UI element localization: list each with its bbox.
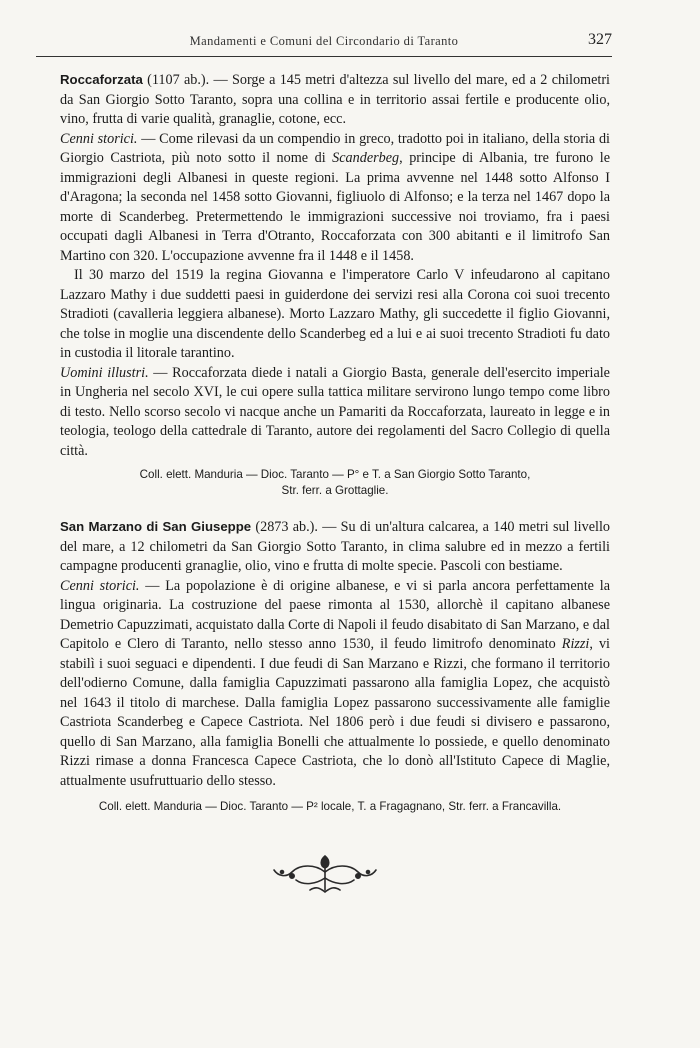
page-body <box>60 70 610 815</box>
entry-name: Roccaforzata <box>60 72 143 87</box>
note-line: Coll. elett. Manduria — Dioc. Taranto — P² locale, T. a Fragagnano, Str. ferr. a Francavilla. <box>98 800 562 813</box>
paragraph-text-continued: , vi stabilì i suoi seguaci e dipendenti. I due feudi di San Marzano e Rizzi, che formano il territorio dell'odierno Comune, dalla famiglia Capuzzimati passarono alla famiglia Lopez, che acquistò nel 1643 il titolo di marchese. Dalla famiglia Lopez passarono successivamente alle famiglie Castriota Scanderbeg e Capece Castriota. Nel 1806 però i due feudi si divisero e passarono, quello di San Marzano, alla famiglia Bonelli che attualmente lo possiede, e quello denominato Rizzi rimase a donna Francesca Capece Castriota, che lo donò all'Istituto Capece di Maglie, attualmente usufruttuario dello stesso. <box>60 636 610 789</box>
note-line: Str. ferr. a Grottaglie. <box>281 484 389 497</box>
section-subhead: Cenni storici. <box>60 577 140 594</box>
italic-term: Rizzi <box>561 636 590 652</box>
header-title: Mandamenti e Comuni del Circondario di Taranto <box>189 34 459 48</box>
paragraph-text: — La popolazione è di origine albanese, e vi si parla ancora perfettamente la lingua originaria. La costruzione del paese rimonta al 1530, allorchè il capitano albanese Demetrio Capuzzimati, acquistato dalla Corte di Napoli il feudo disabitato di San Marzano, e dal Capitolo e Clero di Taranto, nello stesso anno 1530, il feudo limitrofo denominato <box>60 577 611 652</box>
entry-lead-text: (1107 ab.). — Sorge a 145 metri d'altezza sul livello del mare, ed a 2 chilometri da San Giorgio Sotto Taranto, sopra una collina e in territorio assai fertile e producente olio, vino, frutta di varie qualità, granaglie, cotone, ecc. <box>60 72 610 127</box>
entry-name: San Marzano di San Giuseppe <box>60 519 252 534</box>
paragraph-text: Il 30 marzo del 1519 la regina Giovanna e l'imperatore Carlo V infeudarono al capitano Lazzaro Mathy i due suddetti paesi in guiderdone dei servizi resi alla Corona coi suoi trecento Stradioti (cavalleria leggiera albanese). Morto Lazzaro Mathy, gli succedette il figlio Giovanni, che tolse in moglie una discendente dello Scanderbeg ed a lui e ai suoi trecento Stradioti fu dato in custodia il litorale tarantino. <box>60 267 610 361</box>
printer-ornament-icon <box>270 850 380 896</box>
notable-people-paragraph <box>60 364 610 462</box>
section-subhead: Cenni storici. <box>60 130 138 147</box>
entry-lead-paragraph <box>60 517 610 577</box>
administrative-note <box>60 467 610 499</box>
history-paragraph <box>60 130 610 267</box>
entry-san-marzano <box>60 517 610 815</box>
note-line: Coll. elett. Manduria — Dioc. Taranto — P° e T. a San Giorgio Sotto Taranto, <box>139 468 531 481</box>
paragraph-text: — Roccaforzata diede i natali a Giorgio Basta, generale dell'esercito imperiale in Ungheria nel secolo XVI, le cui opere sulla tattica militare servirono lungo tempo come libro di testo. Nello scorso secolo vi nacque anche un Pamariti da Roccaforzata, laureato in legge e in teologia, teologo della cattedrale di Taranto, autore dei regolamenti del Sacro Collegio di quella città. <box>60 364 610 459</box>
administrative-note <box>28 799 632 815</box>
page-number: 327 <box>588 31 612 48</box>
entry-lead-paragraph <box>60 70 610 130</box>
running-header <box>36 31 612 57</box>
history-paragraph-2 <box>60 266 610 364</box>
section-subhead: Uomini illustri. <box>60 364 149 381</box>
entry-roccaforzata <box>60 70 610 499</box>
entry-lead-text: (2873 ab.). — Su di un'altura calcarea, a 140 metri sul livello del mare, a 12 chilometri da San Giorgio Sotto Taranto, in clima salubre ed in mezzo a fertili campagne producenti granaglie, olio, vino e frutta di molte specie. Pascoli con bestiame. <box>60 519 610 574</box>
history-paragraph <box>60 577 610 792</box>
italic-term: Scanderbeg <box>332 150 400 166</box>
paragraph-text: — Come rilevasi da un compendio in greco, tradotto poi in italiano, della storia di Giorgio Castriota, più noto sotto il nome di <box>60 130 610 166</box>
paragraph-text-continued: , principe di Albania, tre furono le immigrazioni degli Albanesi in queste regioni. La prima avvenne nel 1448 sotto Alfonso I d'Aragona; la seconda nel 1458 sotto Giovanni, figliuolo di Alfonso; e la terza nel 1467 dopo la morte di Scanderbeg. Pretermettendo le immigrazioni successive noi troviamo, fra i paesi occupati dagli Albanesi in Terra d'Otranto, Roccaforzata con 300 abitanti e il limitrofo San Martino con 320. L'occupazione avvenne fra il 1448 e il 1458. <box>60 150 610 264</box>
entry-gap <box>60 499 610 517</box>
